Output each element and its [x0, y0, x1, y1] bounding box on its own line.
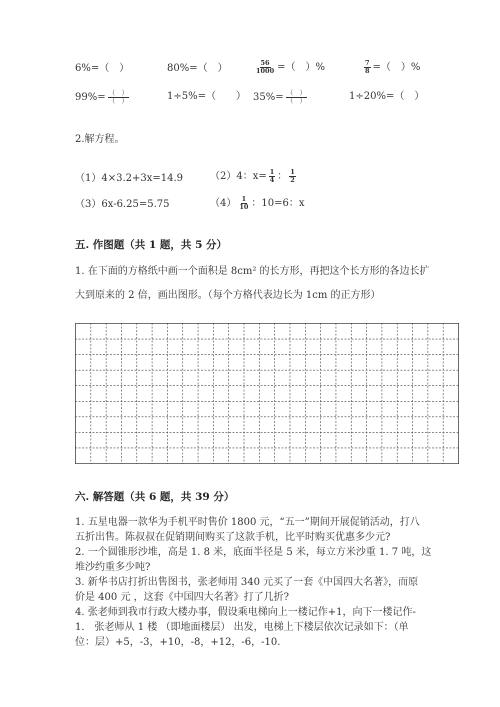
q-80-percent: 80%=（ ）	[167, 63, 228, 74]
q-7-over-8: $\frac{7}{8}$ =（ ）%	[365, 59, 421, 75]
equation-4: （4） $\frac{1}{10}$ ：10=6：x	[210, 195, 305, 211]
fraction: $\frac{56}{1000}$	[256, 59, 275, 75]
section-5-heading: 五. 作图题（共 1 题，共 5 分）	[75, 239, 228, 251]
question-line: 1． 张老师从 1 楼 （即地面楼层） 出发，电梯上下楼层依次记录如下：（单	[75, 622, 409, 633]
equation-1: （1）4×3.2+3x=14.9	[75, 173, 184, 184]
q-99-percent: 99%= $\frac{( )}{( )}$	[75, 89, 129, 105]
q-1-div-20-percent: 1÷20%=（ ）	[349, 91, 425, 102]
question-line: 3. 新华书店打折出售图书，张老师用 340 元买了一套《中国四大名著》，而原	[75, 577, 419, 588]
equation-3: （3）6x-6.25=5.75	[75, 199, 170, 210]
question-line: 价是 400 元 ，这套《中国四大名著》打了几折?	[75, 592, 289, 603]
fraction: $\frac{7}{8}$	[365, 59, 370, 75]
q-6-percent: 6%=（ ）	[75, 63, 130, 74]
equation-2: （2）4：x= $\frac{1}{4}$ ： $\frac{1}{2}$	[210, 168, 295, 184]
question-line: 1. 五星电器一款华为手机平时售价 1800 元，“五一”期间开展促销活动，打八	[75, 517, 420, 528]
q-1-div-5-percent: 1÷5%=（ ）	[167, 91, 246, 102]
fraction: $\frac{1}{2}$	[290, 168, 295, 184]
grid-svg	[75, 323, 459, 464]
question-line: 位：层）+5，-3，+10，-8，+12，-6，-10.	[75, 637, 281, 648]
question-line: 堆沙约重多少吨?	[75, 562, 151, 573]
section-6-heading: 六. 解答题（共 6 题，共 39 分）	[75, 491, 235, 503]
question-line: 4. 张老师到我市行政大楼办事，假设乘电梯向上一楼记作+1，向下一楼记作-	[75, 607, 416, 618]
square-grid-paper[interactable]	[75, 323, 459, 464]
fraction: $\frac{( )}{( )}$	[108, 89, 129, 105]
q-35-percent: 35%= $\frac{( )}{( )}$	[253, 89, 307, 105]
question-line: 五折出售。陈叔叔在促销期间购买了这款手机，比平时购买优惠多少元?	[75, 532, 391, 543]
section-solve-title: 2.解方程。	[75, 134, 125, 145]
drawing-question-line-2: 大到原来的 2 倍，画出图形。（每个方格代表边长为 1cm 的正方形）	[75, 290, 381, 301]
q-56-over-1000: $\frac{56}{1000}$ =（ ）%	[256, 59, 325, 75]
fraction: $\frac{1}{10}$	[239, 195, 249, 211]
question-line: 2. 一个圆锥形沙堆，高是 1. 8 米，底面半径是 5 米，每立方米沙重 1. 7 吨，这	[75, 547, 432, 558]
fraction: $\frac{( )}{( )}$	[286, 89, 307, 105]
fraction: $\frac{1}{4}$	[269, 168, 275, 184]
answer-questions	[75, 515, 431, 650]
drawing-question-line-1: 1. 在下面的方格纸中画一个面积是 8cm² 的长方形，再把这个长方形的各边长扩	[75, 266, 430, 277]
